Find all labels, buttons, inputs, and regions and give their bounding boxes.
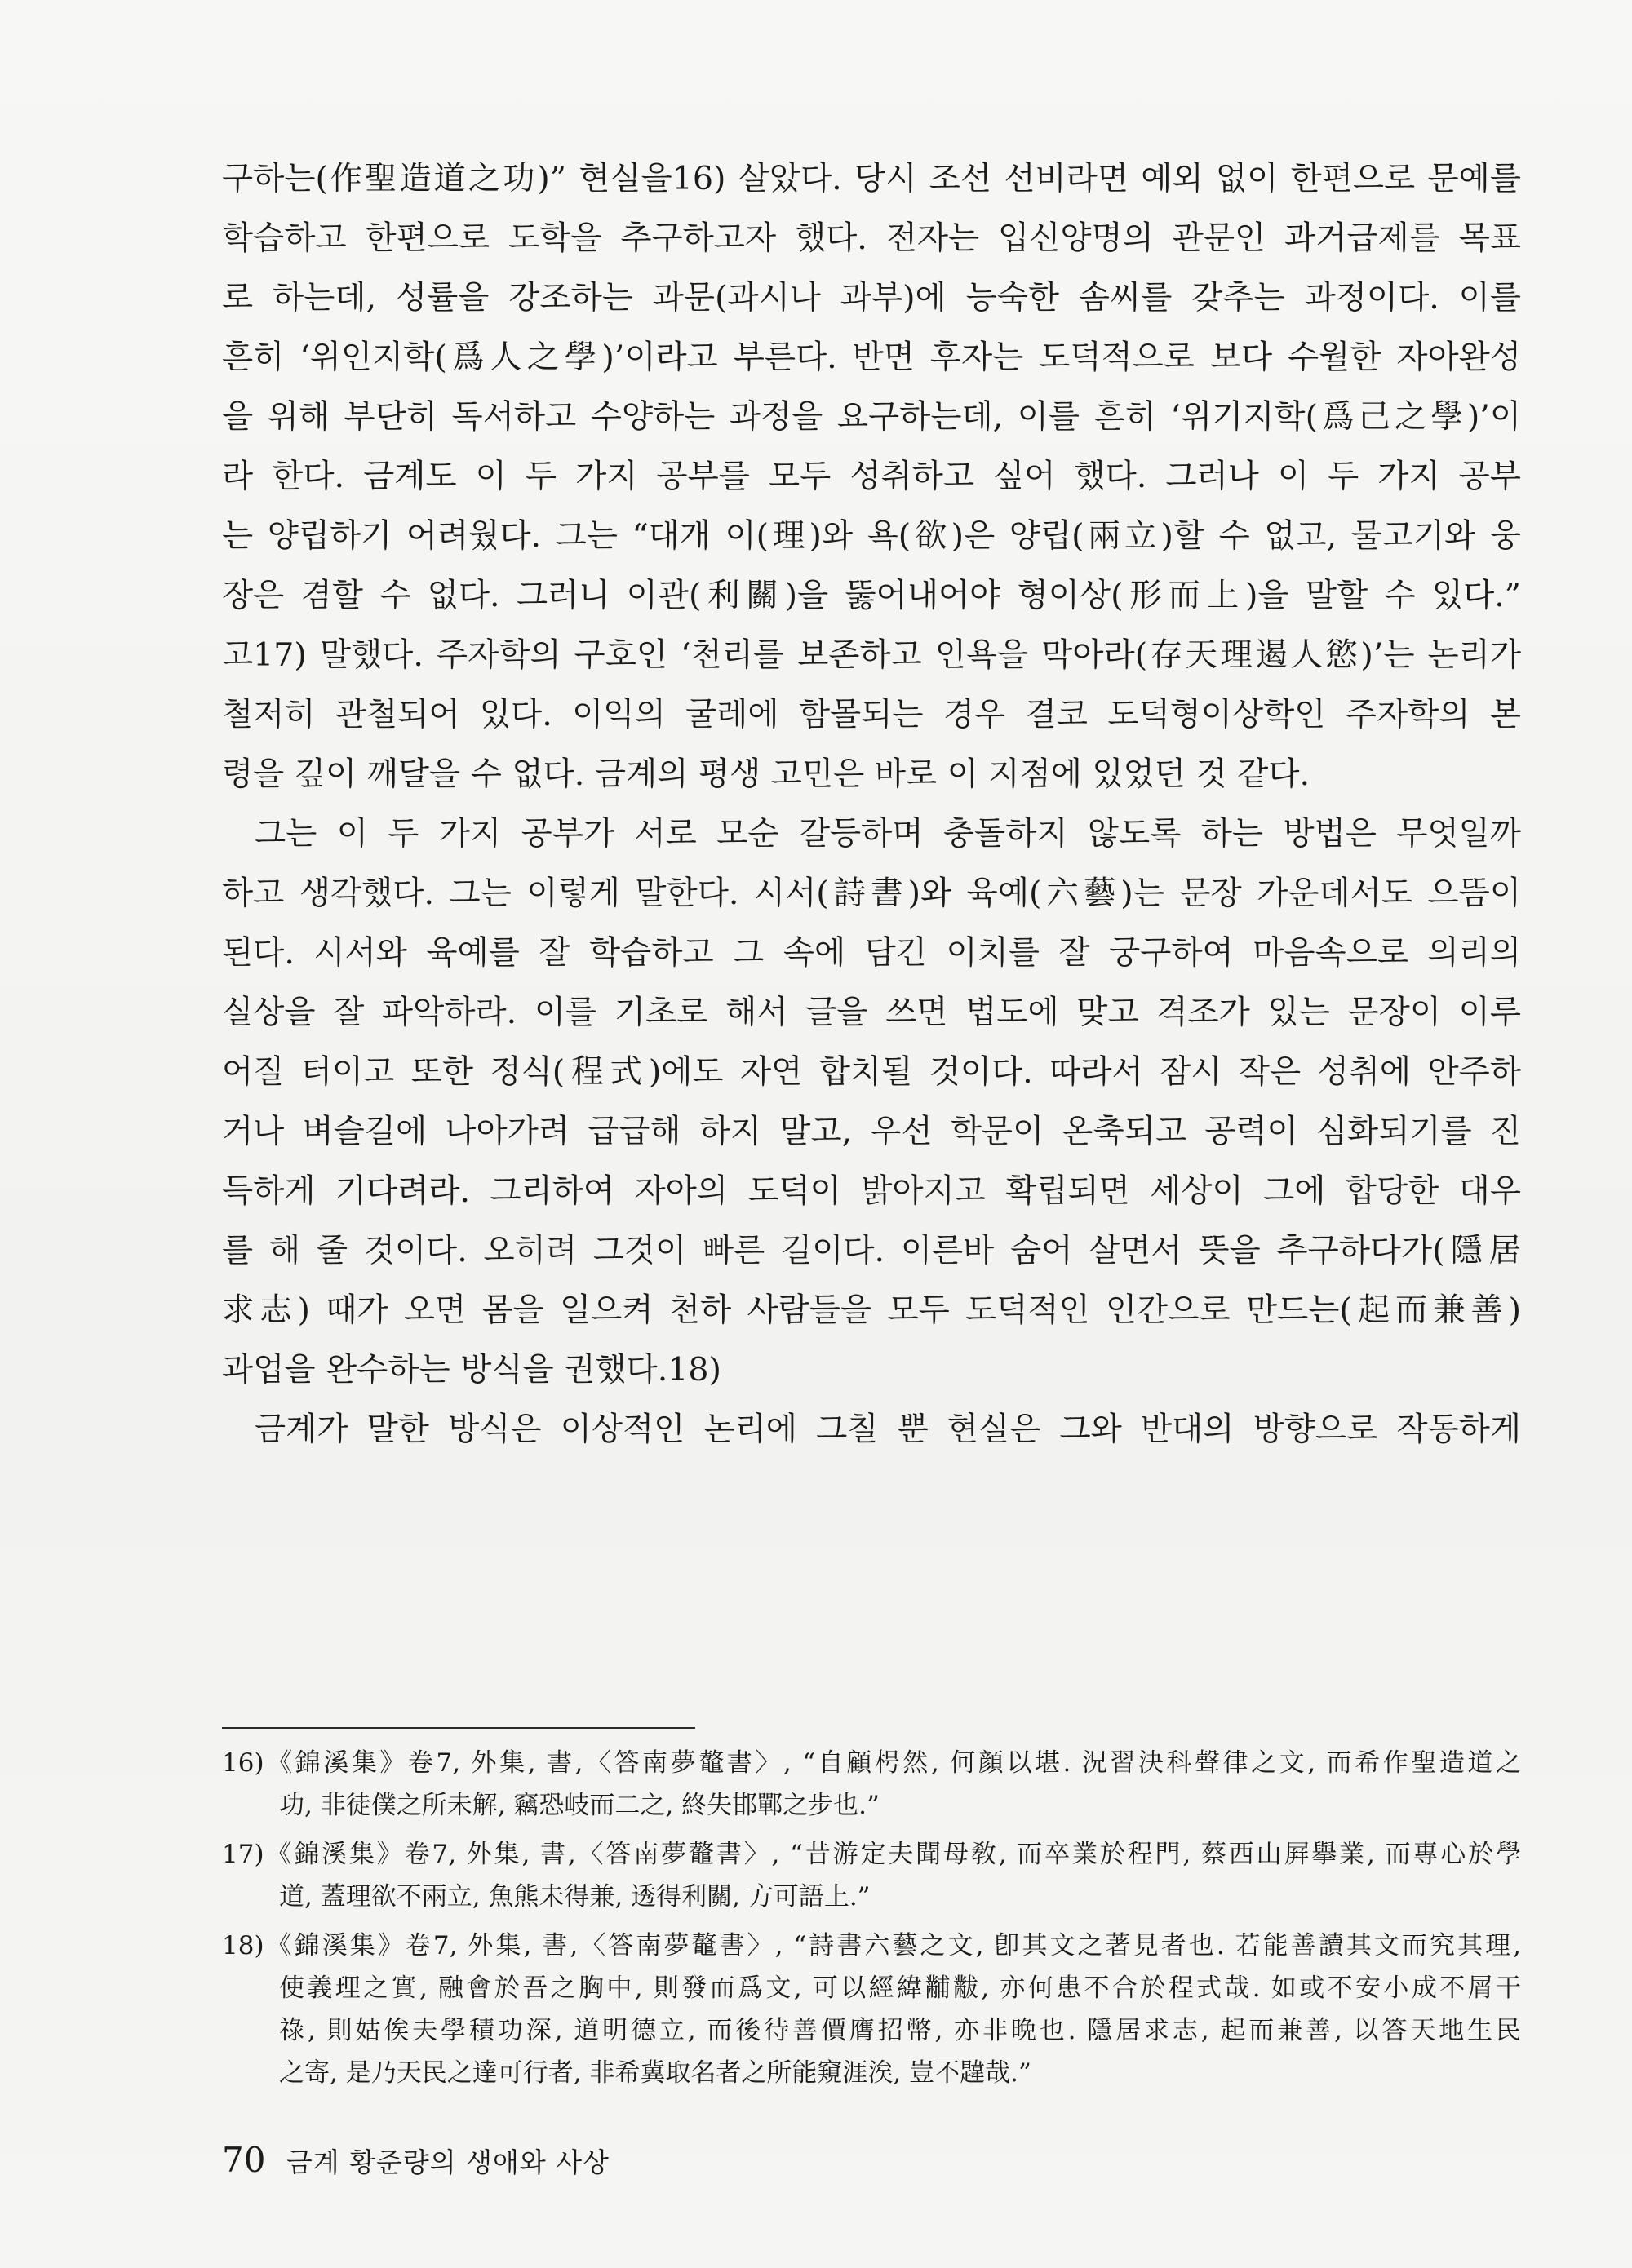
body-text — [222, 149, 1521, 1460]
footnote-divider — [222, 1727, 695, 1729]
body-line: 는 양립하기 어려웠다. 그는 “대개 이(理)와 욕(欲)은 양립(兩立)할 수 없고, 물고기와 웅 — [222, 517, 1521, 555]
footnote-18-line: 祿, 則姑俟夫學積功深, 道明德立, 而後待善價膺招幣, 亦非晩也. 隱居求志, 起而兼善, 以答天地生民 — [279, 2016, 1521, 2045]
body-line: 흔히 ‘위인지학(爲人之學)’이라고 부른다. 반면 후자는 도덕적으로 보다 수월한 자아완성 — [222, 339, 1521, 376]
body-line: 득하게 기다려라. 그리하여 자아의 도덕이 밝아지고 확립되면 세상이 그에 합당한 대우 — [222, 1172, 1521, 1210]
body-line: 하고 생각했다. 그는 이렇게 말한다. 시서(詩書)와 육예(六藝)는 문장 가운데서도 으뜸이 — [222, 875, 1521, 912]
page-footer — [222, 2140, 610, 2183]
body-line: 어질 터이고 또한 정식(程式)에도 자연 합치될 것이다. 따라서 잠시 작은 성취에 안주하 — [222, 1053, 1521, 1091]
body-line: 를 해 줄 것이다. 오히려 그것이 빠른 길이다. 이른바 숨어 살면서 뜻을 추구하다가(隱居 — [222, 1232, 1521, 1269]
running-title: 금계 황준량의 생애와 사상 — [286, 2146, 610, 2178]
footnote-16-line: 功, 非徒僕之所未解, 竊恐岐而二之, 終失邯鄲之步也.” — [279, 1791, 880, 1820]
body-line: 장은 겸할 수 없다. 그러니 이관(利關)을 뚫어내어야 형이상(形而上)을 말할 수 있다.” — [222, 577, 1521, 614]
body-line: 라 한다. 금계도 이 두 가지 공부를 모두 성취하고 싶어 했다. 그러나 이 두 가지 공부 — [222, 458, 1521, 495]
body-line: 령을 깊이 깨달을 수 없다. 금계의 평생 고민은 바로 이 지점에 있었던 것 같다. — [222, 755, 1310, 793]
body-line: 그는 이 두 가지 공부가 서로 모순 갈등하며 충돌하지 않도록 하는 방법은 무엇일까 — [255, 815, 1521, 853]
page-number: 70 — [222, 2140, 266, 2180]
body-line: 과업을 완수하는 방식을 권했다.18) — [222, 1351, 721, 1389]
footnote-16-line: 16)《錦溪集》卷7, 外集, 書,〈答南夢鼇書〉, “自顧枵然, 何顔以堪. 況習決科聲律之文, 而希作聖造道之 — [222, 1748, 1521, 1778]
footnotes — [222, 1742, 1521, 2094]
body-line: 거나 벼슬길에 나아가려 급급해 하지 말고, 우선 학문이 온축되고 공력이 심화되기를 진 — [222, 1113, 1521, 1150]
body-line: 고17) 말했다. 주자학의 구호인 ‘천리를 보존하고 인욕을 막아라(存天理遏人慾)’는 논리가 — [222, 636, 1521, 674]
body-line: 을 위해 부단히 독서하고 수양하는 과정을 요구하는데, 이를 흔히 ‘위기지학(爲己之學)’이 — [222, 398, 1521, 436]
body-line: 학습하고 한편으로 도학을 추구하고자 했다. 전자는 입신양명의 관문인 과거급제를 목표 — [222, 219, 1521, 257]
body-line: 금계가 말한 방식은 이상적인 논리에 그칠 뿐 현실은 그와 반대의 방향으로 작동하게 — [255, 1411, 1521, 1448]
footnote-18-line: 18)《錦溪集》卷7, 外集, 書,〈答南夢鼇書〉, “詩書六藝之文, 卽其文之著見者也. 若能善讀其文而究其理, — [222, 1931, 1521, 1960]
body-line: 로 하는데, 성률을 강조하는 과문(과시나 과부)에 능숙한 솜씨를 갖추는 과정이다. 이를 — [222, 279, 1521, 317]
footnote-17-line: 道, 蓋理欲不兩立, 魚熊未得兼, 透得利關, 方可語上.” — [279, 1882, 871, 1911]
body-line: 구하는(作聖造道之功)” 현실을16) 살았다. 당시 조선 선비라면 예외 없이 한편으로 문예를 — [222, 160, 1521, 197]
body-line: 실상을 잘 파악하라. 이를 기초로 해서 글을 쓰면 법도에 맞고 격조가 있는 문장이 이루 — [222, 994, 1521, 1031]
footnote-18-line: 使義理之實, 融會於吾之胸中, 則發而爲文, 可以經緯黼黻, 亦何患不合於程式哉. 如或不安小成不屑干 — [279, 1973, 1521, 2003]
body-line: 된다. 시서와 육예를 잘 학습하고 그 속에 담긴 이치를 잘 궁구하여 마음속으로 의리의 — [222, 934, 1521, 972]
body-line: 求志) 때가 오면 몸을 일으켜 천하 사람들을 모두 도덕적인 인간으로 만드는(起而兼善) — [222, 1291, 1521, 1329]
footnote-17-line: 17)《錦溪集》卷7, 外集, 書,〈答南夢鼇書〉, “昔游定夫聞母敎, 而卒業於程門, 蔡西山屛擧業, 而專心於學 — [222, 1840, 1521, 1869]
footnote-18-line: 之寄, 是乃天民之達可行者, 非希冀取名者之所能窺涯涘, 豈不韙哉.” — [279, 2058, 1031, 2088]
body-line: 철저히 관철되어 있다. 이익의 굴레에 함몰되는 경우 결코 도덕형이상학인 주자학의 본 — [222, 696, 1521, 733]
